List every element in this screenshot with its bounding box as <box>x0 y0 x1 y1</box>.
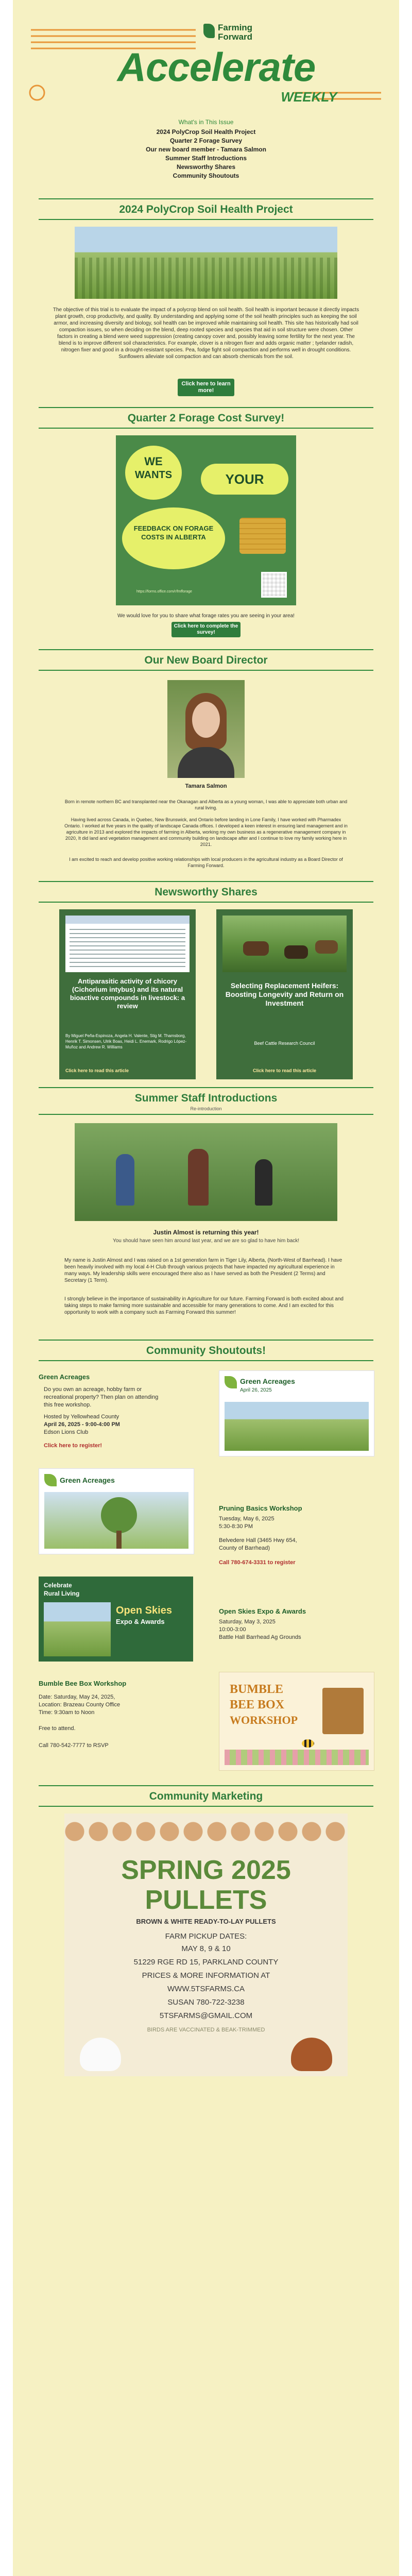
banner-title: Accelerate <box>117 44 316 90</box>
staff-caption-sub: You should have seen him around last year, and we are so glad to have him back! <box>112 1238 300 1244</box>
board-para1: Born in remote northern BC and transplanted near the Okanagan and Alberta as a young woman, I was able to appreciate both urban and rural living. <box>64 799 348 810</box>
news-right-authors: Beef Cattle Research Council <box>254 1041 315 1046</box>
divider <box>39 1360 373 1361</box>
poster-banner-3: Open Skies <box>116 1605 172 1616</box>
portrait-face <box>192 702 220 738</box>
article-thumbnail <box>65 916 190 972</box>
event-title: Open Skies Expo & Awards <box>219 1607 306 1615</box>
event-body: Do you own an acreage, hobby farm or recreational property? Then plan on attending this free workshop. <box>44 1386 159 1408</box>
heifers-photo <box>222 916 347 972</box>
poster-your: YOUR <box>225 471 264 487</box>
toc <box>13 118 399 180</box>
divider <box>39 198 373 199</box>
divider <box>39 902 373 903</box>
bee-box-icon <box>322 1688 364 1734</box>
polycrop-heading: 2024 PolyCrop Soil Health Project <box>119 204 293 215</box>
event-time: 10:00-3:00 <box>219 1626 246 1633</box>
poster-we: WE <box>144 455 163 468</box>
news-card-chicory[interactable] <box>59 909 196 1079</box>
poster-leaf-icon <box>225 1376 237 1388</box>
poster-title: BUMBLE <box>230 1683 284 1696</box>
shoutouts-heading: Community Shoutouts! <box>146 1345 266 1357</box>
toc-item: Our new board member - Tamara Salmon <box>146 146 266 153</box>
event-venue: Battle Hall Barrhead Ag Grounds <box>219 1634 301 1640</box>
logo-mark-icon <box>203 24 215 38</box>
event-title: Green Acreages <box>39 1373 90 1381</box>
divider <box>39 1087 373 1088</box>
poster-tree-photo <box>44 1492 188 1549</box>
divider <box>39 649 373 650</box>
cow <box>284 945 308 959</box>
event-time: Time: 9:30am to Noon <box>39 1709 95 1716</box>
marketing-heading: Community Marketing <box>149 1790 263 1802</box>
toc-item: Community Shoutouts <box>173 172 239 179</box>
toc-item: Newsworthy Shares <box>176 163 236 171</box>
farming-forward-logo[interactable] <box>203 22 276 42</box>
cow <box>315 940 338 954</box>
crop-rows <box>75 258 337 299</box>
divider <box>39 1340 373 1341</box>
tamara-portrait-photo <box>167 680 245 778</box>
event-pruning <box>219 1504 373 1566</box>
toc-item: 2024 PolyCrop Soil Health Project <box>156 128 256 135</box>
flyer-site: WWW.5TSFARMS.CA <box>167 1985 245 1993</box>
event-free: Free to attend. <box>39 1725 76 1732</box>
board-para3: I am excited to reach and develop positive working relationships with local producers in the agricultural industry as a Board Director of Farming Forward. <box>69 857 343 868</box>
trunk <box>116 1531 122 1549</box>
poster-field <box>44 1602 111 1656</box>
news-heading: Newsworthy Shares <box>154 886 258 898</box>
thumb-header-bar <box>65 916 190 924</box>
polycrop-learn-more-button[interactable]: Click here to learn more! <box>178 379 234 396</box>
survey-heading: Quarter 2 Forage Cost Survey! <box>127 412 285 424</box>
news-left-link[interactable]: Click here to read this article <box>65 1068 129 1073</box>
poster-title: WORKSHOP <box>230 1714 298 1726</box>
survey-poster[interactable] <box>116 435 296 605</box>
flyer-dates: MAY 8, 9 & 10 <box>181 1944 231 1953</box>
event-title: Bumble Bee Box Workshop <box>39 1680 127 1687</box>
flyer-prices: PRICES & MORE INFORMATION AT <box>142 1971 270 1980</box>
event-time: 5:30-8:30 PM <box>219 1523 253 1530</box>
staff-caption-title: Justin Almost is returning this year! <box>153 1229 259 1236</box>
divider <box>39 219 373 220</box>
survey-complete-button[interactable]: Click here to complete the survey! <box>171 622 241 637</box>
poster-wants: WANTS <box>134 469 173 481</box>
logo-word-top: Farming <box>218 23 253 32</box>
board-name: Tamara Salmon <box>185 783 227 789</box>
poster-banner-2: Rural Living <box>44 1590 80 1597</box>
poster-flowers <box>225 1750 369 1765</box>
banner-subtitle: WEEKLY <box>281 89 337 105</box>
event-date: Saturday, May 3, 2025 <box>219 1619 276 1625</box>
event-date: Date: Saturday, May 24, 2025, <box>39 1694 115 1700</box>
divider <box>39 670 373 671</box>
poster-date: April 26, 2025 <box>240 1387 272 1393</box>
news-card-heifers[interactable] <box>216 909 353 1079</box>
event-venue: Belvedere Hall (3465 Hwy 654, <box>219 1537 297 1544</box>
email-body <box>13 0 399 2576</box>
event-date: Tuesday, May 6, 2025 <box>219 1516 274 1522</box>
event-title: Pruning Basics Workshop <box>219 1504 302 1512</box>
person <box>255 1159 272 1206</box>
rsvp-call: Call 780-542-7777 to RSVP <box>39 1742 109 1749</box>
divider <box>39 428 373 429</box>
flyer-phone: SUSAN 780-722-3238 <box>167 1998 245 2007</box>
toc-item: Summer Staff Introductions <box>165 155 247 162</box>
qr-code-icon[interactable] <box>261 572 287 598</box>
flyer-email: 5TSFARMS@GMAIL.COM <box>159 2011 253 2020</box>
hay-bale-icon <box>239 518 286 554</box>
poster-feedback: FEEDBACK ON FORAGE COSTS IN ALBERTA <box>133 524 214 541</box>
staff-para2: I strongly believe in the importance of sustainability in Agriculture for our future. Farming Forward is both excited about and taking steps to make farming more sustainable and accessible for many generations to come. And I am excited for this opportunity to work with a company such as Farming Forward this summer! <box>64 1296 344 1315</box>
hen-brown <box>291 2038 332 2071</box>
call-link[interactable]: Call 780-674-3331 to register <box>219 1560 296 1566</box>
poster-url: https://forms.office.com/r/fmfforage <box>136 590 192 594</box>
logo-word-bottom: Forward <box>218 32 253 42</box>
hen-white <box>80 2038 121 2071</box>
news-left-title: Antiparasitic activity of chicory (Cichorium intybus) and its natural bioactive compounds in livestock: a review <box>70 977 185 1010</box>
pruning-poster[interactable] <box>39 1468 194 1554</box>
news-right-link[interactable]: Click here to read this article <box>252 1068 317 1073</box>
event-green-acreages <box>39 1373 193 1449</box>
bumble-poster[interactable] <box>219 1672 374 1771</box>
flyer-pickup: FARM PICKUP DATES: <box>165 1932 247 1941</box>
portrait-shoulders <box>178 747 234 778</box>
flyer-spring: SPRING 2025 <box>121 1855 291 1885</box>
polycrop-field-photo <box>75 227 337 299</box>
poster-banner-4: Expo & Awards <box>116 1618 165 1625</box>
poster-leaf-icon <box>44 1474 57 1486</box>
bee-icon <box>302 1739 314 1748</box>
news-left-authors: By Miguel Peña-Espinoza, Angela H. Valente, Stig M. Thamsborg, Henrik T. Simonsen, Ulrik Boas, Heidi L. Enemark, Rodrigo López-Muñoz and Andrew R. Williams <box>65 1033 187 1049</box>
person <box>188 1149 209 1206</box>
toc-item: Quarter 2 Forage Survey <box>169 137 243 144</box>
justin-photo <box>75 1123 337 1221</box>
survey-body: We would love for you to share what forage rates you are seeing in your area! <box>117 613 295 619</box>
poster-title: BEE BOX <box>230 1698 285 1711</box>
flyer-vacc: BIRDS ARE VACCINATED & BEAK-TRIMMED <box>147 2027 265 2033</box>
event-open-skies <box>219 1607 373 1641</box>
thumb-text-lines <box>70 929 185 968</box>
divider <box>39 1806 373 1807</box>
divider <box>39 1114 373 1115</box>
poster-title: Green Acreages <box>240 1377 295 1385</box>
event-location: Location: Brazeau County Office <box>39 1702 121 1708</box>
banner <box>26 15 386 111</box>
board-heading: Our New Board Director <box>144 654 268 666</box>
event-venue: County of Barrhead) <box>219 1545 270 1551</box>
poster-title: Green Acreages <box>60 1476 115 1484</box>
event-date: April 26, 2025 - 9:00-4:00 PM <box>44 1421 120 1428</box>
cow <box>243 941 269 956</box>
event-venue: Edson Lions Club <box>44 1429 89 1435</box>
board-para2: Having lived across Canada, in Quebec, New Brunswick, and Ontario before landing in Lone Family, I have worked with Pharmadex Ontario. I worked at five years in the quality of landscape Canada offices. I developed a keen interest in ensuring land management and in agriculture in 2013 and explored the impacts of farming in Alberta, working my own business as a regenerative management company in 2020, It did land and vegetation management and community building on landscape after and I continue to love my family working here in 2021. <box>64 817 348 847</box>
staff-para1: My name is Justin Almost and I was raised on a 1st generation farm in Tiger Lily, Alberta, (North-West of Barrhead). I have been heavily involved with my local 4-H Club through various projects that have impacted my agricultural experience in many ways. My leadership skills were encouraged there also as I have served as both the President (2 Terms) and Secretary (1 Term). <box>64 1258 342 1283</box>
flyer-address: 51229 RGE RD 15, PARKLAND COUNTY <box>133 1958 279 1967</box>
green-acreages-poster[interactable] <box>219 1370 374 1456</box>
poster-landscape <box>225 1402 369 1451</box>
poster-banner-1: Celebrate <box>44 1582 72 1589</box>
person <box>116 1154 134 1206</box>
staff-heading: Summer Staff Introductions <box>134 1092 278 1104</box>
eggs-strip <box>64 1814 348 1850</box>
flyer-sub: BROWN & WHITE READY-TO-LAY PULLETS <box>136 1918 276 1925</box>
tree <box>101 1497 137 1533</box>
divider <box>39 881 373 882</box>
open-skies-poster[interactable] <box>39 1577 193 1662</box>
staff-subheading: Re-introduction <box>190 1106 222 1111</box>
event-hosted: Hosted by Yellowhead County <box>44 1414 119 1420</box>
news-right-title: Selecting Replacement Heifers: Boosting Longevity and Return on Investment <box>225 981 344 1007</box>
flyer-pullets: PULLETS <box>145 1885 267 1915</box>
divider <box>39 407 373 408</box>
divider <box>39 1785 373 1786</box>
pullets-flyer[interactable] <box>64 1814 348 2076</box>
register-link[interactable]: Click here to register! <box>44 1443 102 1449</box>
toc-heading: What's in This Issue <box>178 118 234 126</box>
polycrop-body: The objective of this trial is to evaluate the impact of a polycrop blend on soil health. Soil health is important because it directly impacts plant growth, crop productivity, and quality. By understanding and applying some of the soil health principles such as keeping the soil armor, and increasing diversity and biology, soil health can be improved while maintaining soil health. This site has historically had soil compaction issues, so when deciding on the blend, deep rooted species and species that aid in soil structure were chosen. Other factors in creating a blend were weed suppression (creating canopy cover and, possibly leaving some fertility for the next year. The blend is to improve different soil characteristics. For example, clover is a nitrogen fixer and adds organic matter ; tyelander radish, nitrogen fixer and good in a drought-resistant species. Pea, fodge fight soil compaction and performs well in drought conditions. Sunflowers alleviate soil compaction and can absorb chemicals from the soil. <box>53 307 359 360</box>
event-bumble <box>39 1680 193 1750</box>
